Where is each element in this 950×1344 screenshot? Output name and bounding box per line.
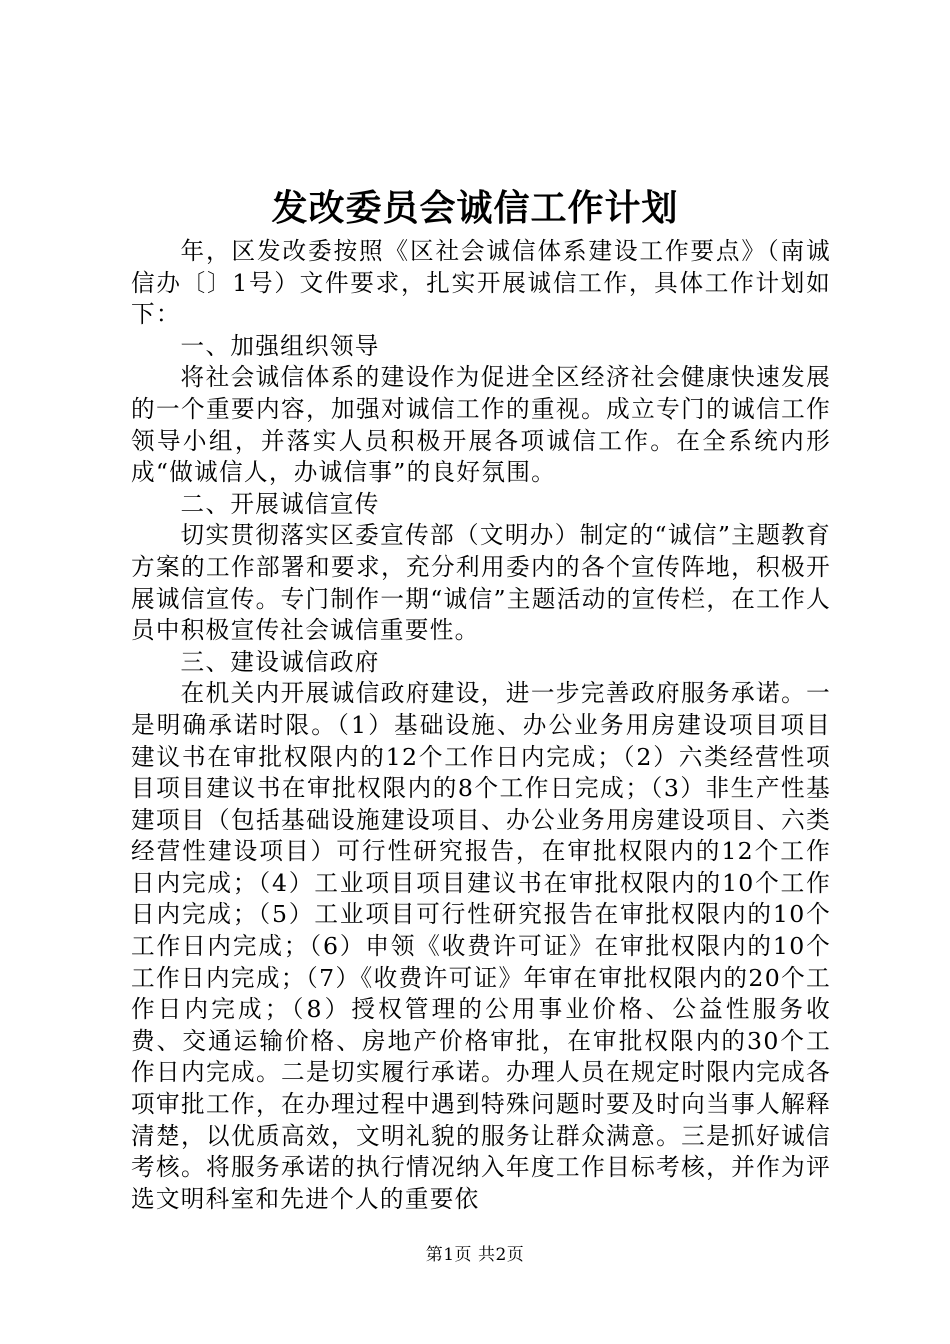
section-paragraph-2: 切实贯彻落实区委宣传部（文明办）制定的“诚信”主题教育方案的工作部署和要求，充分利用委内的各个宣传阵地，积极开展诚信宣传。专门制作一期“诚信”主题活动的宣传栏，在工作人员中积极宣传社会诚信重要性。	[131, 521, 831, 645]
document-body	[131, 236, 831, 1215]
document-title: 发改委员会诚信工作计划	[271, 187, 679, 229]
section-heading-3: 三、建设诚信政府	[180, 647, 380, 676]
intro-paragraph: 年，区发改委按照《区社会诚信体系建设工作要点》（南诚信办〔〕1号）文件要求，扎实开展诚信工作，具体工作计划如下：	[131, 237, 831, 329]
page-footer: 第1页 共2页	[425, 1245, 525, 1265]
section-heading-1: 一、加强组织领导	[180, 331, 380, 360]
section-heading-2: 二、开展诚信宣传	[180, 489, 380, 518]
section-paragraph-3: 在机关内开展诚信政府建设，进一步完善政府服务承诺。一是明确承诺时限。（1）基础设施、办公业务用房建设项目项目建议书在审批权限内的12个工作日内完成；（2）六类经营性项目项目建议书在审批权限内的8个工作日完成；（3）非生产性基建项目（包括基础设施建设项目、办公业务用房建设项目、六类经营性建设项目）可行性研究报告，在审批权限内的12个工作日内完成；（4）工业项目项目建议书在审批权限内的10个工作日内完成；（5）工业项目可行性研究报告在审批权限内的10个工作日内完成；（6）申领《收费许可证》在审批权限内的10个工作日内完成；（7）《收费许可证》年审在审批权限内的20个工作日内完成；（8）授权管理的公用事业价格、公益性服务收费、交通运输价格、房地产价格审批，在审批权限内的30个工作日内完成。二是切实履行承诺。办理人员在规定时限内完成各项审批工作，在办理过程中遇到特殊问题时要及时向当事人解释清楚，以优质高效，文明礼貌的服务让群众满意。三是抓好诚信考核。将服务承诺的执行情况纳入年度工作目标考核，并作为评选文明科室和先进个人的重要依	[131, 679, 831, 1213]
section-paragraph-1: 将社会诚信体系的建设作为促进全区经济社会健康快速发展的一个重要内容，加强对诚信工作的重视。成立专门的诚信工作领导小组，并落实人员积极开展各项诚信工作。在全系统内形成“做诚信人，办诚信事”的良好氛围。	[131, 363, 831, 487]
